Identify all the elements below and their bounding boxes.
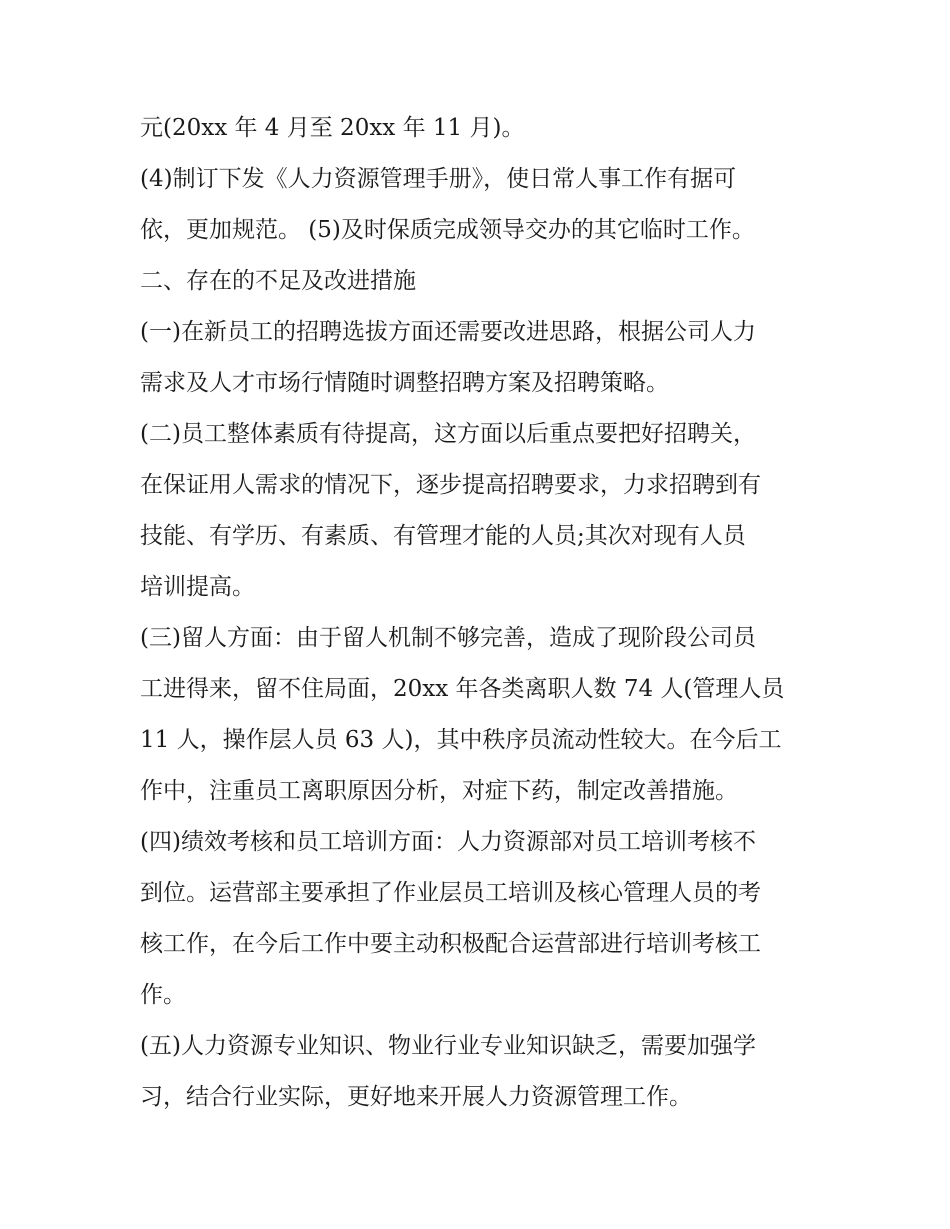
body-text	[140, 103, 830, 1123]
text-line: 培训提高。	[140, 574, 255, 600]
text-line: 作中，注重员工离职原因分析，对症下药，制定改善措施。	[140, 778, 738, 804]
text-line: (四)绩效考核和员工培训方面：人力资源部对员工培训考核不	[140, 829, 756, 855]
text-line: 习，结合行业实际，更好地来开展人力资源管理工作。	[140, 1084, 692, 1110]
section-heading: 二、存在的不足及改进措施	[140, 268, 416, 294]
text-line: 核工作，在今后工作中要主动积极配合运营部进行培训考核工	[140, 931, 761, 957]
text-line: 依，更加规范。 (5)及时保质完成领导交办的其它临时工作。	[140, 217, 755, 243]
text-line: (4)制订下发《人力资源管理手册》，使日常人事工作有据可	[140, 166, 737, 192]
text-line: 需求及人才市场行情随时调整招聘方案及招聘策略。	[140, 370, 669, 396]
text-line: 到位。运营部主要承担了作业层员工培训及核心管理人员的考	[140, 880, 761, 906]
text-line: (三)留人方面：由于留人机制不够完善，造成了现阶段公司员	[140, 625, 756, 651]
text-line: 技能、有学历、有素质、有管理才能的人员;其次对现有人员	[140, 523, 746, 549]
text-line: 11 人，操作层人员 63 人)，其中秩序员流动性较大。在今后工	[140, 727, 782, 753]
text-line: 作。	[140, 982, 186, 1008]
text-line: 工进得来，留不住局面，20xx 年各类离职人数 74 人(管理人员	[140, 676, 785, 702]
text-line: (一)在新员工的招聘选拔方面还需要改进思路，根据公司人力	[140, 319, 756, 345]
text-line: (五)人力资源专业知识、物业行业专业知识缺乏，需要加强学	[140, 1033, 756, 1059]
text-line: 元(20xx 年 4 月至 20xx 年 11 月)。	[140, 115, 525, 141]
text-line: (二)员工整体素质有待提高，这方面以后重点要把好招聘关，	[140, 421, 756, 447]
text-line: 在保证用人需求的情况下，逐步提高招聘要求，力求招聘到有	[140, 472, 761, 498]
